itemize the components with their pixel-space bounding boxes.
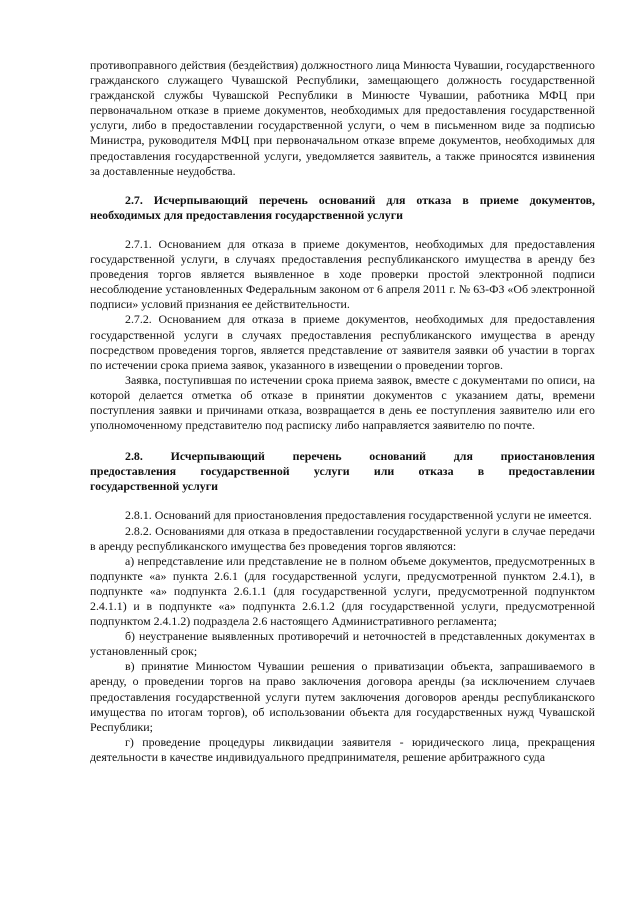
paragraph-apology: противоправного действия (бездействия) должностного лица Минюста Чувашии, государственного гражданского служащего Чувашской Республики, замещающего должность государственной гражданской службы Чувашской Республики в Минюсте Чувашии, работника МФЦ при первоначальном отказе в приеме документов, необходимых для предоставления государственной услуги, либо в предоставлении государственной услуги, о чем в письменном виде за подписью Министра, руководителя МФЦ при первоначальном отказе впреме документов, необходимых для предоставления государственной услуги, уведомляется заявитель, а также приносятся извинения за доставленные неудобства.: [90, 58, 596, 178]
heading-2-7: 2.7. Исчерпывающий перечень оснований для отказа в приеме документов, необходимых для предоставления государственной услуги: [90, 192, 595, 222]
list-item-v: в) принятие Минюстом Чувашии решения о приватизации объекта, запрашиваемого в аренду, о проведении торгов на право заключения договора аренды (за исключением случаев предоставления государственной услуги путем заключения договоров аренды республиканского имущества по итогам торгов), об использовании объекта для государственных нужд Чувашской Республики;: [90, 659, 595, 734]
list-item-g: г) проведение процедуры ликвидации заявителя - юридического лица, прекращения деятельности в качестве индивидуального предпринимателя, решение арбитражного суда: [90, 734, 595, 764]
spacer: [90, 433, 595, 449]
list-item-b: б) неустранение выявленных противоречий и неточностей в представленных документах в установленный срок;: [90, 629, 595, 659]
spacer: [90, 223, 595, 237]
paragraph-2-7-1: 2.7.1. Основанием для отказа в приеме документов, необходимых для предоставления государственной услуги, в случаях предоставления республиканского имущества в аренду без проведения торгов является выявленное в ходе проверки простой электронной подписи несоблюдение установленных Федеральным законом от 6 апреля 2011 г. № 63-ФЗ «Об электронной подписи» условий признания ее действительности.: [90, 236, 595, 312]
heading-2-8: [90, 449, 595, 494]
list-item-a: а) непредставление или представление не в полном объеме документов, предусмотренных в подпункте «а» пункта 2.6.1 (для государственной услуги, предусмотренной пунктом 2.4.1), в подпункте «а» подпункта 2.6.1.1 (для государственной услуги, предусмотренной подпунктом 2.4.1.1) и в подпункте «а» подпункта 2.6.1.2 (для государственной услуги, предусмотренной подпунктом 2.4.1.2) подраздела 2.6 настоящего Административного регламента;: [90, 553, 595, 629]
heading-2-8-line-1: 2.8. Исчерпывающий перечень оснований для приостановления: [125, 449, 595, 464]
spacer: [90, 494, 595, 508]
paragraph-2-8-1: 2.8.1. Оснований для приостановления предоставления государственной услуги не имеется.: [125, 508, 592, 523]
heading-2-8-line-3: государственной услуги: [90, 479, 218, 494]
paragraph-late-application: Заявка, поступившая по истечении срока приема заявок, вместе с документами по описи, на которой делается отметка об отказе в принятии документов с указанием даты, времени поступления заявки и причинами отказа, возвращается в день ее поступления заявителю или его уполномоченному представителю под расписку либо направляется заявителю по почте.: [90, 372, 595, 433]
paragraph-2-8-2: 2.8.2. Основаниями для отказа в предоставлении государственной услуги в случае передачи в аренду республиканского имущества без проведения торгов являются:: [90, 523, 595, 553]
spacer: [90, 179, 595, 193]
heading-2-8-line-2: предоставления государственной услуги или отказа в предоставлении: [90, 464, 595, 479]
paragraph-2-7-2: 2.7.2. Основанием для отказа в приеме документов, необходимых для предоставления государственной услуги в случаях предоставления республиканского имущества в аренду посредством проведения торгов, является представление от заявителя заявки об участии в торгах по истечении срока приема заявок, указанного в извещении о проведении торгов.: [90, 312, 595, 372]
